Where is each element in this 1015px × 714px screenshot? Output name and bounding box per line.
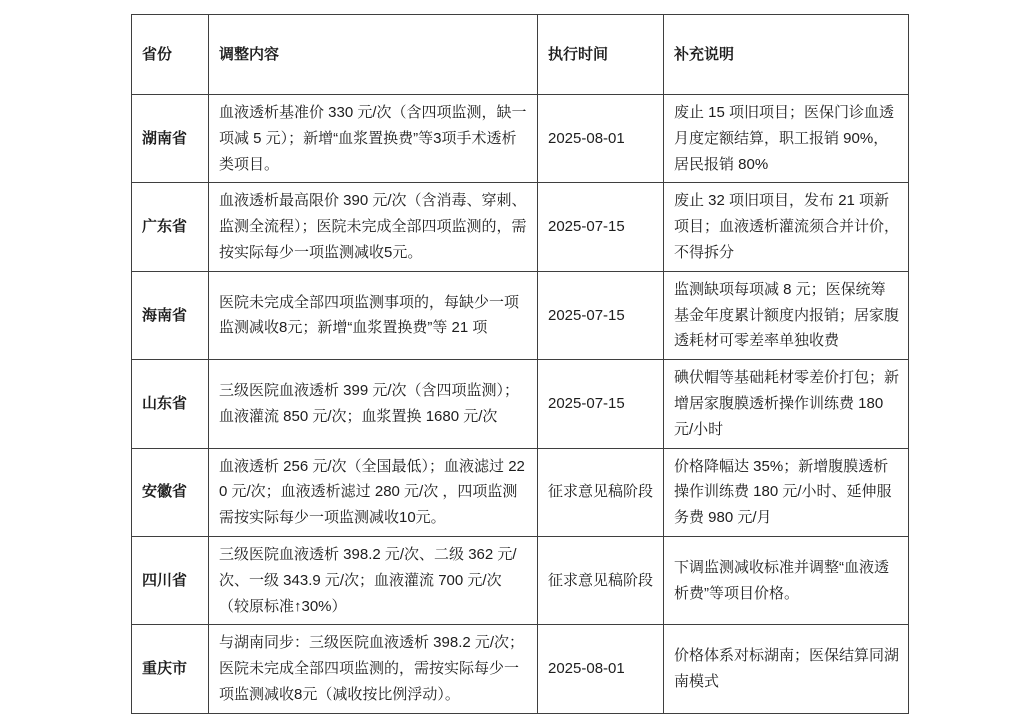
cell-time: 2025-07-15 — [538, 271, 664, 359]
cell-province: 安徽省 — [132, 448, 209, 536]
cell-notes: 价格降幅达 35%；新增腹膜透析操作训练费 180 元/小时、延伸服务费 980 元/月 — [664, 448, 909, 536]
cell-province: 海南省 — [132, 271, 209, 359]
cell-content: 三级医院血液透析 398.2 元/次、二级 362 元/次、一级 343.9 元/次；血液灌流 700 元/次（较原标准↑30%） — [209, 536, 538, 624]
dialysis-price-table — [131, 14, 909, 714]
cell-content: 三级医院血液透析 399 元/次（含四项监测）；血液灌流 850 元/次；血浆置换 1680 元/次 — [209, 360, 538, 448]
cell-time: 征求意见稿阶段 — [538, 536, 664, 624]
cell-notes: 废止 15 项旧项目；医保门诊血透月度定额结算，职工报销 90%，居民报销 80% — [664, 95, 909, 183]
cell-time: 2025-08-01 — [538, 95, 664, 183]
cell-province: 山东省 — [132, 360, 209, 448]
cell-notes: 下调监测减收标准并调整“血液透析费”等项目价格。 — [664, 536, 909, 624]
cell-notes: 监测缺项每项减 8 元；医保统筹基金年度累计额度内报销；居家腹透耗材可零差率单独收费 — [664, 271, 909, 359]
table-row — [132, 271, 909, 359]
cell-content: 与湖南同步：三级医院血液透析 398.2 元/次；医院未完成全部四项监测的，需按实际每少一项监测减收8元（减收按比例浮动）。 — [209, 625, 538, 713]
header-province: 省份 — [132, 15, 209, 95]
table-row — [132, 183, 909, 271]
cell-content: 血液透析 256 元/次（全国最低）；血液滤过 220 元/次；血液透析滤过 280 元/次 ，四项监测需按实际每少一项监测减收10元。 — [209, 448, 538, 536]
cell-time: 2025-08-01 — [538, 625, 664, 713]
table-row — [132, 448, 909, 536]
cell-province: 广东省 — [132, 183, 209, 271]
header-notes: 补充说明 — [664, 15, 909, 95]
cell-notes: 废止 32 项旧项目，发布 21 项新项目；血液透析灌流须合并计价，不得拆分 — [664, 183, 909, 271]
cell-content: 血液透析最高限价 390 元/次（含消毒、穿刺、监测全流程）；医院未完成全部四项监测的，需按实际每少一项监测减收5元。 — [209, 183, 538, 271]
table-row — [132, 360, 909, 448]
dialysis-price-table-container — [131, 14, 909, 714]
cell-time: 征求意见稿阶段 — [538, 448, 664, 536]
cell-province: 重庆市 — [132, 625, 209, 713]
cell-content: 血液透析基准价 330 元/次（含四项监测，缺一项减 5 元）；新增“血浆置换费”等3项手术透析类项目。 — [209, 95, 538, 183]
table-row — [132, 536, 909, 624]
cell-content: 医院未完成全部四项监测事项的，每缺少一项监测减收8元；新增“血浆置换费”等 21 项 — [209, 271, 538, 359]
header-time: 执行时间 — [538, 15, 664, 95]
table-row — [132, 625, 909, 713]
header-row — [132, 15, 909, 95]
table-row — [132, 95, 909, 183]
cell-time: 2025-07-15 — [538, 183, 664, 271]
cell-notes: 价格体系对标湖南；医保结算同湖南模式 — [664, 625, 909, 713]
header-content: 调整内容 — [209, 15, 538, 95]
cell-province: 湖南省 — [132, 95, 209, 183]
cell-province: 四川省 — [132, 536, 209, 624]
cell-time: 2025-07-15 — [538, 360, 664, 448]
cell-notes: 碘伏帽等基础耗材零差价打包；新增居家腹膜透析操作训练费 180 元/小时 — [664, 360, 909, 448]
